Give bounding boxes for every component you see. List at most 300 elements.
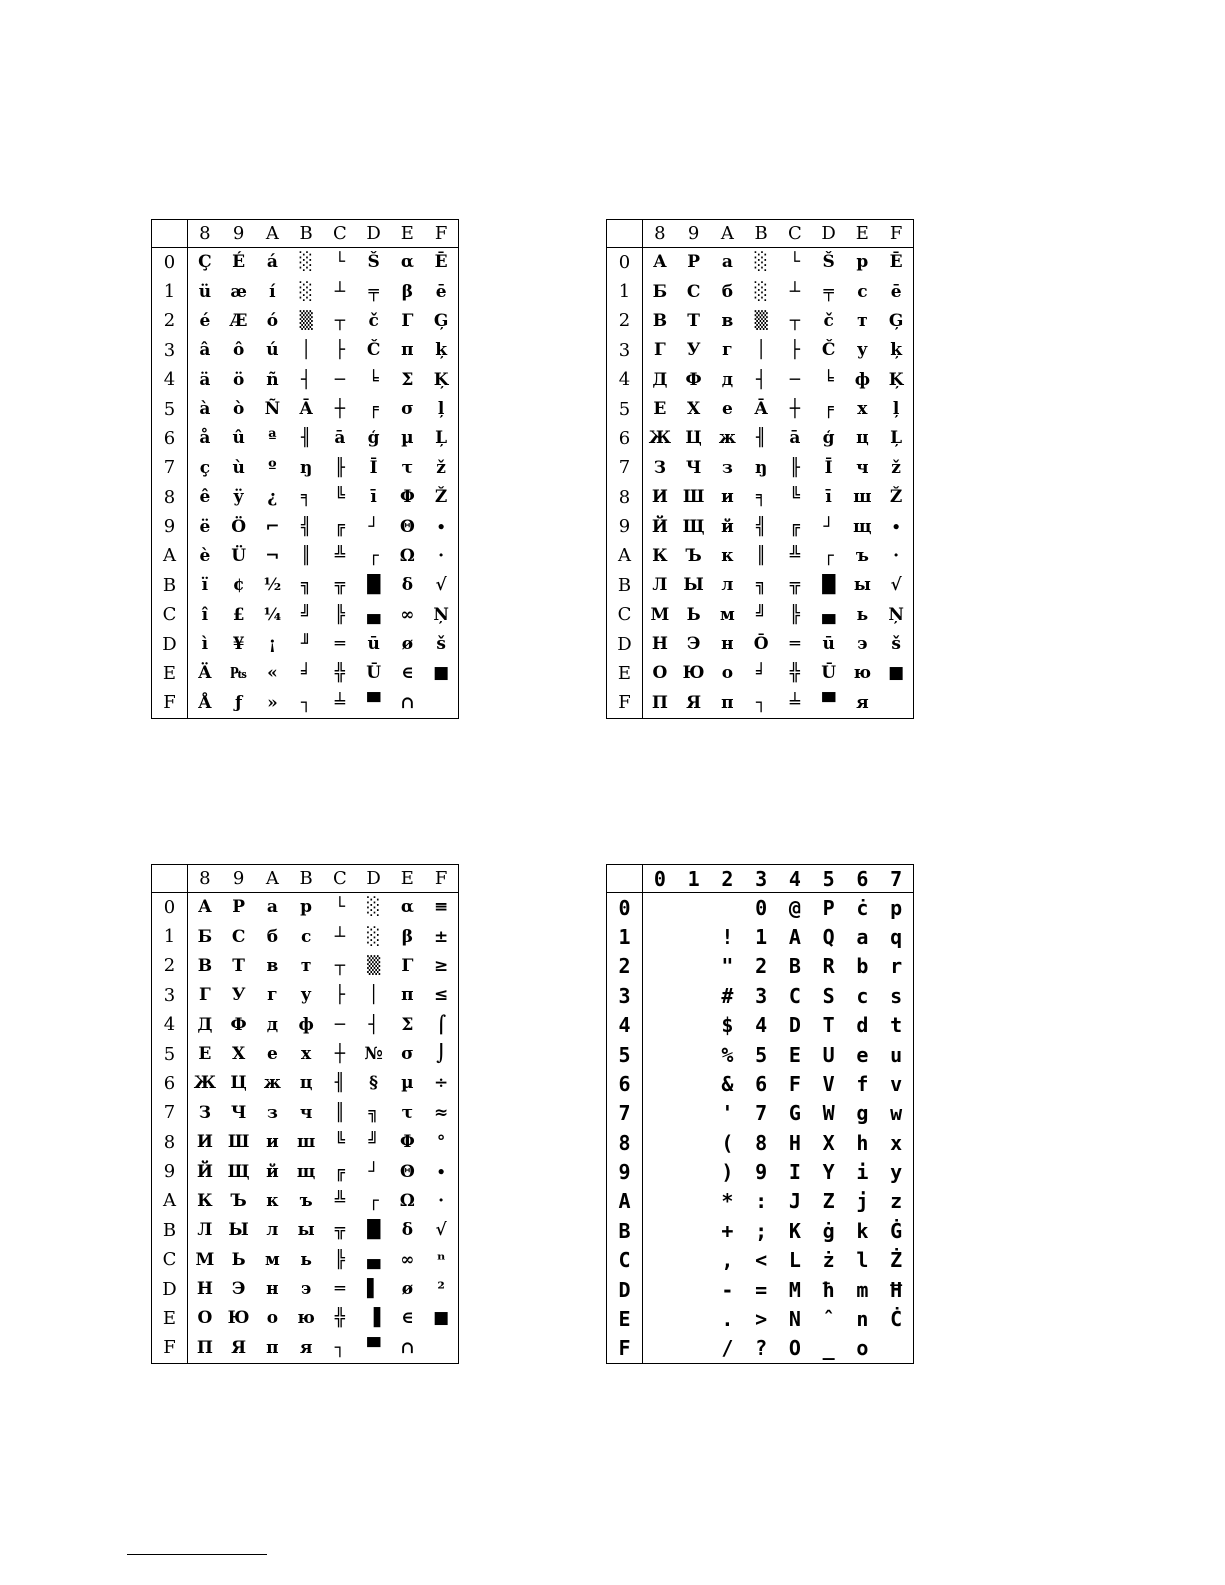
char-cell: τ — [401, 1102, 414, 1123]
char-cell: Ь — [686, 604, 701, 625]
char-cell: O — [788, 1336, 801, 1361]
column-header: 2 — [711, 865, 745, 893]
char-cell: Л — [197, 1220, 213, 1241]
char-cell: ù — [232, 457, 245, 478]
char-cell: · — [438, 1190, 445, 1211]
char-cell: σ — [401, 1044, 414, 1065]
char-cell: q — [890, 925, 903, 950]
char-cell: ═ — [789, 634, 800, 655]
char-cell: ┘ — [823, 516, 834, 537]
char-cell: v — [890, 1071, 903, 1096]
row-header: D — [152, 1275, 188, 1304]
char-cell: о — [266, 1308, 279, 1329]
char-cell: ╔ — [334, 1161, 345, 1182]
char-cell: ▒ — [754, 310, 768, 331]
row-header: D — [607, 1275, 643, 1304]
char-cell: ╩ — [789, 545, 800, 566]
char-cell: = — [755, 1277, 768, 1302]
char-cell: В — [197, 955, 213, 976]
char-cell: Э — [231, 1279, 246, 1300]
row-header: 7 — [152, 1099, 188, 1128]
char-cell: ⌐ — [265, 516, 280, 537]
char-cell: ⌡ — [436, 1044, 447, 1065]
char-cell: ∙ — [436, 516, 446, 537]
char-cell: ┌ — [823, 545, 834, 566]
char-cell: 3 — [755, 983, 768, 1008]
char-cell: ─ — [334, 1014, 345, 1035]
table-corner — [152, 865, 188, 893]
char-cell: ╕ — [301, 487, 312, 508]
column-header: C — [778, 220, 812, 248]
char-cell: ╗ — [368, 1102, 379, 1123]
char-cell: Ю — [682, 663, 705, 684]
char-cell: Ģ — [433, 310, 449, 331]
column-header: E — [391, 220, 425, 248]
char-cell: █ — [367, 1220, 381, 1241]
char-cell: Φ — [399, 487, 415, 508]
char-cell: ▄ — [367, 1249, 381, 1270]
char-cell: Н — [196, 1279, 213, 1300]
char-cell: ╣ — [756, 516, 767, 537]
char-cell: ├ — [334, 985, 345, 1006]
char-cell: ╣ — [301, 516, 312, 537]
char-cell: В — [652, 310, 668, 331]
char-cell: ░ — [299, 252, 313, 273]
char-cell: Ģ — [888, 310, 904, 331]
char-cell — [711, 893, 745, 922]
char-cell: ы — [297, 1220, 315, 1241]
column-header: F — [424, 865, 458, 893]
char-cell — [677, 1040, 711, 1069]
row-header: 4 — [607, 1011, 643, 1040]
row-header: A — [607, 542, 643, 571]
char-cell: ┴ — [789, 281, 800, 302]
char-cell: Ū — [366, 663, 382, 684]
char-cell: Γ — [401, 955, 414, 976]
char-cell: Ф — [685, 369, 702, 390]
char-cell: Г — [654, 340, 666, 361]
char-cell: ( — [721, 1130, 734, 1155]
char-cell: ╘ — [368, 369, 379, 390]
char-cell: ç — [199, 457, 211, 478]
char-cell — [677, 1128, 711, 1157]
column-header: F — [424, 220, 458, 248]
char-cell: ┴ — [334, 281, 345, 302]
char-cell: Ъ — [230, 1190, 247, 1211]
char-cell: m — [856, 1277, 869, 1302]
char-cell: δ — [401, 1220, 414, 1241]
char-cell: Ķ — [888, 369, 904, 390]
char-cell: И — [651, 487, 668, 508]
char-cell: з — [721, 457, 733, 478]
char-cell: ▄ — [367, 604, 381, 625]
char-cell: Ż — [890, 1248, 903, 1273]
char-cell: ž — [891, 457, 901, 478]
char-cell: ░ — [367, 897, 381, 918]
char-cell: ┼ — [789, 399, 800, 420]
row-header: E — [152, 1304, 188, 1333]
row-header: 3 — [607, 981, 643, 1010]
char-cell: р — [856, 252, 869, 273]
char-cell — [677, 1216, 711, 1245]
char-cell: Ö — [231, 516, 247, 537]
char-cell: F — [788, 1071, 801, 1096]
char-cell: У — [231, 985, 246, 1006]
char-cell: u — [890, 1042, 903, 1067]
row-header: 4 — [152, 366, 188, 395]
char-cell: Н — [651, 634, 668, 655]
char-cell: ŋ — [299, 457, 313, 478]
char-cell: ∙ — [436, 1161, 446, 1182]
char-cell: č — [368, 310, 379, 331]
char-cell: ж — [263, 1073, 281, 1094]
char-cell: ─ — [334, 369, 345, 390]
char-cell: , — [721, 1248, 734, 1273]
char-cell: Д — [652, 369, 668, 390]
char-cell: Х — [687, 399, 701, 420]
char-cell: ê — [199, 487, 211, 508]
char-cell: c — [856, 983, 869, 1008]
char-cell: 5 — [755, 1042, 768, 1067]
char-cell: л — [266, 1220, 279, 1241]
char-cell: · — [893, 545, 900, 566]
char-cell: Т — [687, 310, 700, 331]
char-cell: Я — [686, 692, 702, 713]
char-cell: ф — [298, 1014, 314, 1035]
char-cell: ь — [856, 604, 869, 625]
char-cell: Ħ — [890, 1277, 903, 1302]
char-cell: Х — [232, 1044, 246, 1065]
char-cell: ┴ — [334, 926, 345, 947]
char-cell: ∞ — [400, 604, 415, 625]
char-cell: и — [721, 487, 734, 508]
char-cell: ó — [266, 310, 279, 331]
char-cell: ï — [201, 575, 209, 596]
char-cell: Ы — [683, 575, 704, 596]
char-cell: ┬ — [789, 310, 800, 331]
char-cell: ╠ — [334, 604, 345, 625]
char-cell: e — [856, 1042, 869, 1067]
row-header: A — [152, 542, 188, 571]
char-cell: A — [788, 925, 801, 950]
char-cell: ┤ — [301, 369, 312, 390]
char-cell: ╬ — [334, 1308, 345, 1329]
char-cell: β — [401, 281, 414, 302]
char-cell — [643, 1334, 677, 1363]
char-cell: ж — [718, 428, 736, 449]
char-cell — [643, 1157, 677, 1186]
char-cell: в — [721, 310, 734, 331]
char-cell: ž — [436, 457, 446, 478]
char-cell: Д — [197, 1014, 213, 1035]
row-header: 5 — [152, 395, 188, 424]
row-header: B — [152, 1216, 188, 1245]
char-cell: Щ — [227, 1161, 250, 1182]
char-cell: ≤ — [434, 985, 449, 1006]
char-cell: J — [788, 1189, 801, 1214]
char-cell: ▒ — [299, 310, 313, 331]
column-header: C — [323, 220, 357, 248]
char-cell: ░ — [299, 281, 313, 302]
column-header: D — [357, 220, 391, 248]
char-cell: ╤ — [368, 281, 379, 302]
char-cell: ├ — [789, 340, 800, 361]
char-cell: X — [822, 1130, 835, 1155]
char-cell: ˆ — [822, 1306, 835, 1331]
char-cell: 1 — [755, 925, 768, 950]
char-cell: ╚ — [334, 1132, 345, 1153]
char-cell: Ē — [434, 252, 448, 273]
char-cell: ъ — [855, 545, 869, 566]
char-cell: ļ — [892, 399, 900, 420]
char-cell: ╒ — [368, 399, 379, 420]
char-cell: ╝ — [301, 604, 312, 625]
char-cell: Φ — [399, 1132, 415, 1153]
code-page-table-2 — [606, 219, 914, 719]
char-cell: г — [267, 985, 278, 1006]
char-cell: ┼ — [334, 1044, 345, 1065]
char-cell: ģ — [822, 428, 835, 449]
char-cell: ₧ — [230, 663, 247, 684]
char-cell: ц — [856, 428, 869, 449]
char-cell: в — [266, 955, 279, 976]
char-cell: Ō — [753, 634, 769, 655]
char-cell: δ — [401, 575, 414, 596]
char-cell: 4 — [755, 1013, 768, 1038]
char-cell: ┤ — [368, 1014, 379, 1035]
char-cell: м — [719, 604, 735, 625]
char-cell: ē — [890, 281, 902, 302]
char-cell: Ф — [230, 1014, 247, 1035]
char-cell — [643, 1304, 677, 1333]
char-cell: ╤ — [823, 281, 834, 302]
char-cell: ╠ — [334, 1249, 345, 1270]
char-cell: ═ — [334, 634, 345, 655]
char-cell: Ш — [227, 1132, 250, 1153]
char-cell: y — [890, 1160, 903, 1185]
char-cell: ü — [198, 281, 212, 302]
char-cell: ÷ — [434, 1073, 449, 1094]
char-cell: ú — [266, 340, 279, 361]
char-cell: ) — [721, 1160, 734, 1185]
char-cell: Ω — [399, 1190, 415, 1211]
char-cell: Е — [653, 399, 667, 420]
char-cell: σ — [401, 399, 414, 420]
char-cell: ╗ — [756, 575, 767, 596]
char-cell: ² — [437, 1279, 445, 1300]
char-cell: ū — [367, 634, 380, 655]
char-cell: № — [364, 1044, 383, 1065]
char-cell: D — [788, 1013, 801, 1038]
char-cell: ī — [370, 487, 377, 508]
char-cell: ╒ — [823, 399, 834, 420]
char-cell: ╩ — [334, 1190, 345, 1211]
column-header: 9 — [677, 220, 711, 248]
char-cell: ī — [825, 487, 832, 508]
char-cell: # — [721, 983, 734, 1008]
char-cell — [643, 1275, 677, 1304]
char-cell — [879, 689, 913, 718]
char-cell: Ю — [227, 1308, 250, 1329]
char-cell: - — [721, 1277, 734, 1302]
char-cell: S — [822, 983, 835, 1008]
char-cell — [677, 952, 711, 981]
char-cell: ┌ — [368, 1190, 379, 1211]
row-header: E — [607, 659, 643, 688]
char-cell: @ — [788, 895, 801, 920]
char-cell: : — [755, 1189, 768, 1214]
char-cell: £ — [232, 604, 245, 625]
char-cell: ¿ — [267, 487, 278, 508]
char-cell: ч — [856, 457, 869, 478]
char-cell: < — [755, 1248, 768, 1273]
row-header: 3 — [607, 336, 643, 365]
char-cell: " — [721, 954, 734, 979]
char-cell: * — [721, 1189, 734, 1214]
char-cell: É — [232, 252, 246, 273]
row-header: 4 — [607, 366, 643, 395]
row-header: 9 — [607, 1157, 643, 1186]
char-cell: Ω — [399, 545, 415, 566]
char-cell: ø — [401, 1279, 414, 1300]
column-header: 3 — [744, 865, 778, 893]
char-cell: ż — [822, 1248, 835, 1273]
char-cell: Ш — [682, 487, 705, 508]
char-cell: └ — [789, 252, 800, 273]
char-cell: ≥ — [434, 955, 449, 976]
char-cell: ш — [853, 487, 872, 508]
char-cell: ╝ — [368, 1132, 379, 1153]
row-header: F — [152, 689, 188, 718]
column-header: 9 — [222, 865, 256, 893]
char-cell: ┘ — [368, 1161, 379, 1182]
char-cell: ║ — [334, 1102, 345, 1123]
char-cell: Ļ — [435, 428, 448, 449]
char-cell: a — [856, 925, 869, 950]
char-cell: ╢ — [334, 1073, 345, 1094]
char-cell: ▐ — [367, 1308, 381, 1329]
char-cell: Ь — [231, 1249, 246, 1270]
char-cell: э — [857, 634, 868, 655]
char-cell: ▒ — [367, 955, 381, 976]
column-header: C — [323, 865, 357, 893]
char-cell: Л — [652, 575, 668, 596]
char-cell: ö — [232, 369, 245, 390]
char-cell: п — [266, 1337, 279, 1358]
char-cell: B — [788, 954, 801, 979]
char-cell: ╦ — [334, 1220, 345, 1241]
row-header: 5 — [152, 1040, 188, 1069]
char-cell: Å — [198, 692, 212, 713]
char-cell: Э — [686, 634, 701, 655]
row-header: 5 — [607, 1040, 643, 1069]
row-header: A — [607, 1187, 643, 1216]
char-cell: Ж — [193, 1073, 217, 1094]
char-cell: β — [401, 926, 414, 947]
char-cell: ф — [854, 369, 871, 390]
column-header: D — [357, 865, 391, 893]
char-cell: š — [436, 634, 446, 655]
char-cell: Ē — [889, 252, 903, 273]
char-cell: f — [856, 1071, 869, 1096]
char-cell: Θ — [399, 516, 415, 537]
table-corner — [152, 220, 188, 248]
char-cell: x — [890, 1130, 903, 1155]
row-header: F — [607, 1334, 643, 1363]
char-cell: ═ — [334, 1279, 345, 1300]
column-header: F — [879, 220, 913, 248]
char-cell: ; — [755, 1218, 768, 1243]
char-cell: р — [300, 897, 313, 918]
char-cell: Щ — [682, 516, 705, 537]
char-cell: Ī — [824, 457, 833, 478]
char-cell: ┬ — [334, 955, 345, 976]
char-cell: Q — [822, 925, 835, 950]
char-cell — [677, 1187, 711, 1216]
char-cell — [643, 1187, 677, 1216]
char-cell: м — [264, 1249, 280, 1270]
row-header: 0 — [152, 248, 188, 277]
char-cell: Ġ — [890, 1218, 903, 1243]
char-cell: Р — [687, 252, 701, 273]
char-cell: Ņ — [888, 604, 904, 625]
char-cell: ┤ — [756, 369, 767, 390]
char-cell — [677, 1099, 711, 1128]
char-cell: щ — [296, 1161, 316, 1182]
row-header: 8 — [152, 1128, 188, 1157]
char-cell: с — [300, 926, 312, 947]
row-header: C — [152, 601, 188, 630]
char-cell: П — [651, 692, 668, 713]
row-header: 7 — [152, 454, 188, 483]
char-cell: ъ — [299, 1190, 313, 1211]
char-cell: Ж — [648, 428, 672, 449]
char-cell: ÿ — [233, 487, 244, 508]
column-header: B — [289, 865, 323, 893]
char-cell: ├ — [334, 340, 345, 361]
char-cell: └ — [334, 897, 345, 918]
char-cell — [643, 981, 677, 1010]
char-cell: ю — [853, 663, 872, 684]
char-cell: ╔ — [334, 516, 345, 537]
char-cell: и — [266, 1132, 279, 1153]
char-cell: Ī — [369, 457, 378, 478]
char-cell — [677, 981, 711, 1010]
char-cell: ╔ — [789, 516, 800, 537]
char-cell: ╬ — [789, 663, 800, 684]
char-cell: Ч — [230, 1102, 247, 1123]
char-cell: Š — [367, 252, 380, 273]
column-header: B — [289, 220, 323, 248]
char-cell: Й — [651, 516, 668, 537]
row-header: 3 — [152, 981, 188, 1010]
char-cell: ñ — [266, 369, 279, 390]
char-cell — [677, 1011, 711, 1040]
row-header: 3 — [152, 336, 188, 365]
char-cell: Ā — [299, 399, 313, 420]
char-cell: Ц — [230, 1073, 247, 1094]
char-cell: Č — [366, 340, 381, 361]
char-cell: √ — [435, 575, 447, 596]
column-header: 6 — [846, 865, 880, 893]
char-cell: █ — [367, 575, 381, 596]
char-cell: д — [266, 1014, 279, 1035]
char-cell — [677, 1275, 711, 1304]
row-header: F — [152, 1334, 188, 1363]
char-cell: · — [438, 545, 445, 566]
char-cell: ā — [334, 428, 346, 449]
char-cell: Я — [231, 1337, 247, 1358]
